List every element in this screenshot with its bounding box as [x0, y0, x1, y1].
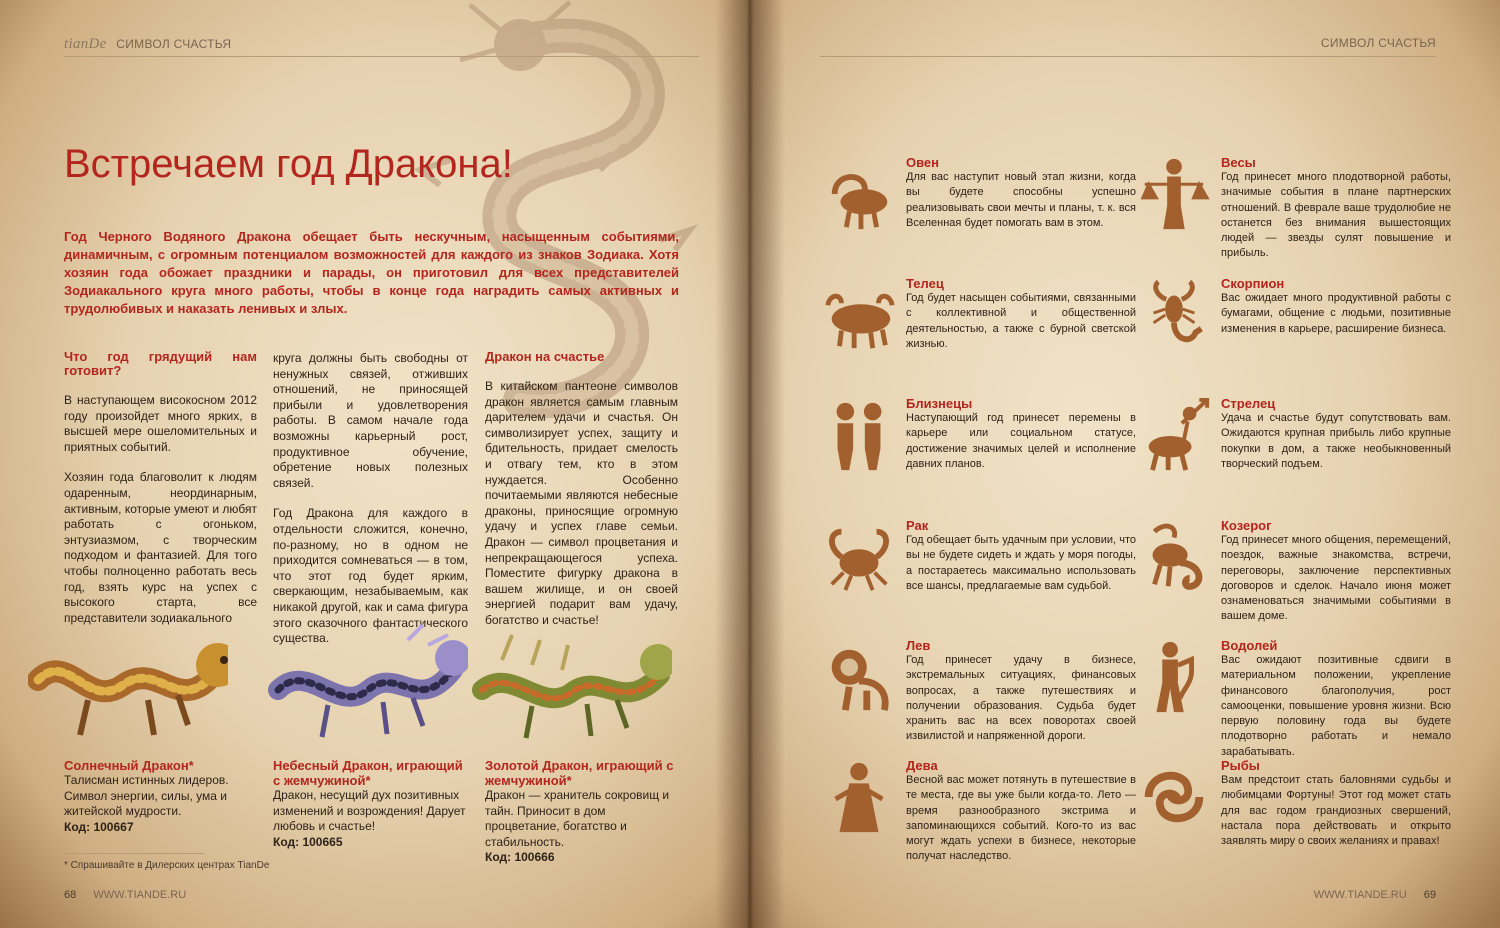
page-title: Встречаем год Дракона! — [64, 142, 513, 186]
sagittarius-icon — [1135, 396, 1213, 474]
right-page — [750, 0, 1500, 928]
leo-icon — [820, 638, 898, 716]
sign-name: Скорпион — [1221, 276, 1285, 291]
product-caption — [485, 758, 680, 866]
golden-dragon-figurine-image — [472, 620, 672, 750]
sign-forecast: Удача и счастье будут сопутствовать вам. Ожидаются крупная прибыль либо крупные покупки в дом, а также необыкновенный творческий подъем. — [1221, 412, 1451, 470]
body-paragraph: Хозяин года благоволит к людям одаренным, неординарным, активным, которые умеют и любят работать с огоньком, энтузиазмом, с творческим подходом и фантазией. Для того чтобы полноценно работать весь год, взять курс на успех с высокого старта, все представители зодиакального — [64, 470, 257, 625]
sign-forecast: Вам предстоит стать баловнями судьбы и любимцами Фортуны! Этот год может стать для вас годом грандиозных свершений, настала пора действовать и открыто заявлять миру о своих желаниях и правах! — [1221, 774, 1451, 848]
site-link[interactable]: WWW.TIANDE.RU — [93, 889, 187, 901]
cancer-icon — [820, 518, 898, 596]
header-divider — [820, 56, 1436, 57]
aquarius-icon — [1135, 638, 1213, 716]
sign-forecast: Вас ожидает много продуктивной работы с бумагами, общение с людьми, позитивные изменения в карьере, расширение бизнеса. — [1221, 292, 1451, 335]
product-code: Код: 100667 — [64, 819, 134, 834]
sign-name: Рыбы — [1221, 758, 1260, 773]
sign-forecast: Год принесет много плодотворной работы, значимые события в плане партнерских отношений. В феврале ваше трудолюбие не останется без внимания вышестоящих людей — звезды сулят повышение и прибыль. — [1221, 171, 1451, 260]
sign-forecast: Год будет насыщен событиями, связанными с коллективной и общественной деятельностью, а также с бурной светской жизнью. — [906, 292, 1136, 350]
column-1 — [64, 350, 257, 641]
capricorn-icon — [1135, 518, 1213, 596]
sign-name: Козерог — [1221, 518, 1272, 533]
sign-forecast: Год принесет удачу в бизнесе, экстремальных ситуациях, финансовых вопросах, а также путешествиях и получении образования. Судьба будет хранить вас на всех поворотах своей извилистой и напряженной дороги. — [906, 654, 1136, 743]
page-footer — [1314, 889, 1436, 901]
pisces-icon — [1135, 758, 1213, 836]
sign-forecast: Наступающий год принесет перемены в карьере или социальном статусе, достижение значимых целей и исполнение давних планов. — [906, 412, 1136, 470]
book-gutter — [715, 0, 785, 928]
intro-paragraph: Год Черного Водяного Дракона обещает быть нескучным, насыщенным событиями, динамичным, с огромным потенциалом возможностей для каждого из знаков Зодиака. Хотя хозяин года обожает праздники и парады, он приготовил для всех представителей Зодиакального круга много работы, чтобы в конце года наградить самых активных и трудолюбивых и наказать ленивых и злых. — [64, 229, 679, 316]
body-paragraph: Год Дракона для каждого в отдельности сложится, конечно, по-разному, но в одном не приходится сомневаться — в том, что этот год будет ярким, сверкающим, незабываемым, как никакой другой, как и сама фигура этого сказочного фантастического существа. — [273, 506, 468, 646]
footnote: * Спрашивайте в Дилерских центрах TianDe — [64, 860, 270, 871]
sign-forecast: Год принесет много общения, перемещений, поездок, важные знакомства, встречи, переговоры, заключение перспективных договоров и сделок. Начало июня может ознаменоваться значимыми событиями в вашем доме. — [1221, 534, 1451, 623]
sign-name: Весы — [1221, 155, 1256, 170]
product-caption — [64, 758, 259, 835]
sign-name: Водолей — [1221, 638, 1278, 653]
product-title: Солнечный Дракон* — [64, 758, 194, 773]
sign-name: Телец — [906, 276, 944, 291]
sign-forecast: Вас ожидают позитивные сдвиги в материальном положении, укрепление финансового благополучия, рост самооценки, повышение уровня жизни. Всю первую половину года вы будете плодотворно работать и немало зарабатывать. — [1221, 654, 1451, 758]
taurus-icon — [820, 276, 898, 354]
section-title: СИМВОЛ СЧАСТЬЯ — [1320, 36, 1436, 50]
section-title: СИМВОЛ СЧАСТЬЯ — [116, 37, 232, 51]
gemini-icon — [820, 396, 898, 474]
sign-name: Близнецы — [906, 396, 973, 411]
solar-dragon-figurine-image — [28, 620, 228, 750]
scorpio-icon — [1135, 276, 1213, 354]
product-caption — [273, 758, 468, 850]
product-description: Дракон, несущий дух позитивных изменений и возрождения! Дарует любовь и счастье! — [273, 788, 466, 833]
sign-forecast: Весной вас может потянуть в путешествие в те места, где вы уже были когда-то. Лето — время разнообразного экстрима и запоминающихся событий. Кого-то из вас могут ждать успехи в бизнесе, некоторые получат наследство. — [906, 774, 1136, 863]
body-paragraph: В наступающем високосном 2012 году произойдет много ярких, в высшей мере ошеломительных и приятных событий. — [64, 393, 257, 454]
product-title: Золотой Дракон, играющий с жемчужиной* — [485, 758, 674, 788]
brand-logo: tianDe — [64, 36, 107, 52]
column-3 — [485, 350, 678, 644]
product-code: Код: 100665 — [273, 834, 343, 849]
column-2 — [273, 351, 468, 662]
section-heading: Что год грядущий нам готовит? — [64, 349, 257, 378]
header-divider — [64, 56, 699, 57]
page-number: 69 — [1423, 889, 1436, 901]
sign-name: Стрелец — [1221, 396, 1276, 411]
product-description: Дракон — хранитель сокровищ и тайн. Приносит в дом процветание, богатство и стабильность. — [485, 788, 670, 849]
page-footer — [64, 889, 186, 901]
libra-icon — [1135, 155, 1213, 233]
body-paragraph: В китайском пантеоне символов дракон является самым главным дарителем удачи и счастья. Он символизирует успех, защиту и бдительность, придает смелость и отвагу тем, кто в этом нуждается. Особенно почитаемыми являются небесные драконы, приносящие огромную удачу и успех главе семьи. Дракон — символ процветания и непрекращающегося успеха. Поместите фигурку дракона в вашем жилище, и он своей энергией подарит вам удачу, богатство и счастье! — [485, 379, 678, 627]
page-header — [64, 36, 231, 53]
celestial-dragon-figurine-image — [268, 620, 468, 750]
section-heading: Дракон на счастье — [485, 349, 605, 364]
product-title: Небесный Дракон, играющий с жемчужиной* — [273, 758, 463, 788]
footnote-divider — [64, 853, 204, 854]
product-description: Талисман истинных лидеров. Символ энергии, силы, ума и житейской мудрости. — [64, 773, 229, 818]
body-paragraph: круга должны быть свободны от ненужных связей, отживших отношений, не приносящей прибыли и удовлетворения работы. В самом начале года возможны карьерный рост, продуктивное обучение, обретение новых полезных связей. — [273, 351, 468, 490]
aries-icon — [820, 155, 898, 233]
sign-forecast: Для вас наступит новый этап жизни, когда вы будете способны успешно реализовывать свои мечты и планы, т. к. вся Вселенная будет помогать вам в этом. — [906, 171, 1136, 229]
sign-name: Овен — [906, 155, 940, 170]
sign-forecast: Год обещает быть удачным при условии, что вы не будете сидеть и ждать у моря погоды, а постараетесь максимально использовать все шансы, предлагаемые вам судьбой. — [906, 534, 1136, 592]
page-number: 68 — [64, 889, 77, 901]
sign-name: Лев — [906, 638, 931, 653]
site-link[interactable]: WWW.TIANDE.RU — [1313, 889, 1407, 901]
sign-name: Дева — [906, 758, 938, 773]
sign-name: Рак — [906, 518, 929, 533]
product-code: Код: 100666 — [485, 850, 555, 864]
page-header — [1321, 36, 1436, 50]
virgo-icon — [820, 758, 898, 836]
